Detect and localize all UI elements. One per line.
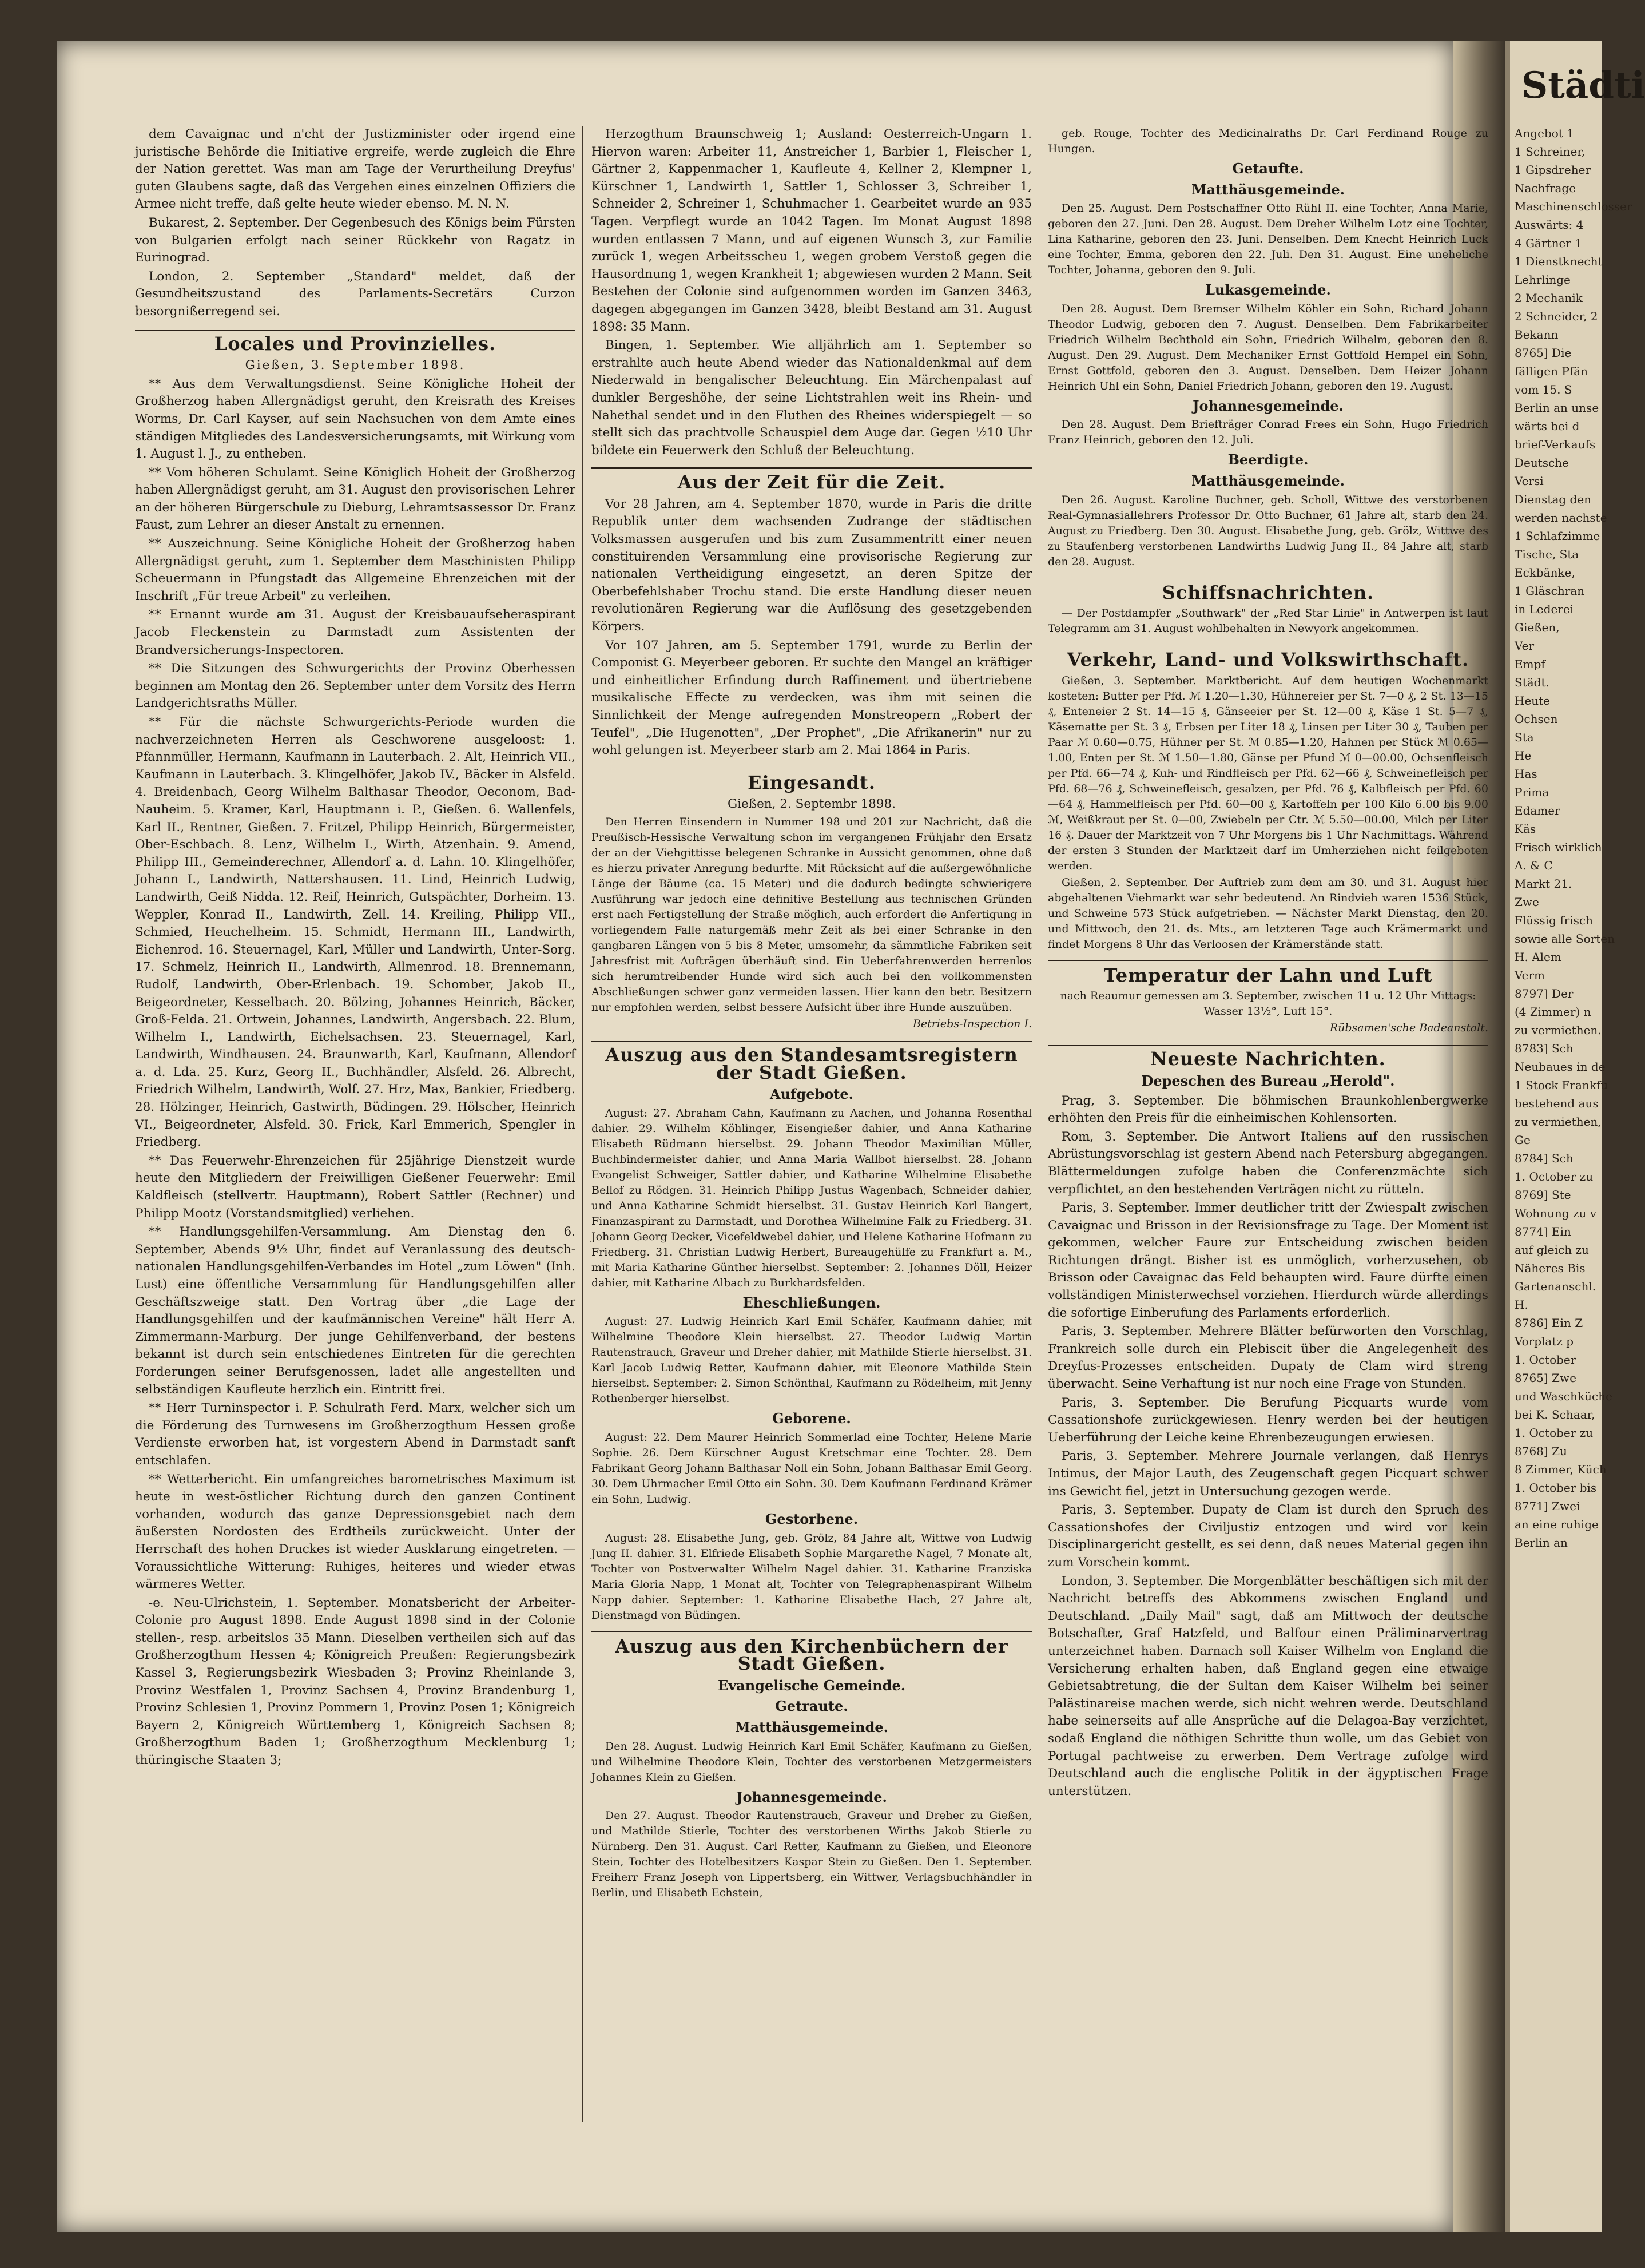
adjacent-page-line: in Lederei xyxy=(1515,602,1574,616)
register-entries: Den 25. August. Dem Postschaffner Otto Rühl II. eine Tochter, Anna Marie, geboren den 27. Juni. Den 28. August. Dem Dreher Wilhelm Lotz eine Tochter, Lina Katharine, geboren den 23. Juni. Denselben. Dem Knecht Heinrich Luck eine Tochter, Emma, geboren den 22. Juli. Den 31. August. Eine uneheliche Tochter, Johanna, geboren den 9. Juli. xyxy=(1048,202,1488,277)
adjacent-page-line: Maschinenschlosser xyxy=(1515,200,1632,213)
news-bukarest: Bukarest, 2. September. Der Gegenbesuch des Königs beim Fürsten von Bulgarien erfolgt nach seiner Rückkehr von Ragatz in Eurinograd. xyxy=(135,215,575,265)
adjacent-page-line: sowie alle Sorten xyxy=(1515,932,1615,946)
adjacent-page-strip xyxy=(1505,41,1645,2232)
adjacent-page-line: bestehend aus xyxy=(1515,1097,1599,1110)
local-news-item: ** Auszeichnung. Seine Königliche Hoheit der Großherzog haben Allergnädigst geruht, zum 1. September dem Maschinisten Philipp Scheuermann in Pfungstadt das Allgemeine Ehrenzeichen mit der Inschrift „Für treue Arbeit" zu verleihen. xyxy=(135,537,575,603)
local-news-item: ** Für die nächste Schwurgerichts-Periode wurden die nachverzeichneten Herren als Geschworene ausgeloost: 1. Pfannmüller, Hermann, Kaufmann in Lauterbach. 2. Alt, Heinrich VII., Kaufmann in Lauterbach. 3. Klingelhöfer, Jakob IV., Bäcker in Alsfeld. 4. Breidenbach, Georg Wilhelm Balthasar Theodor, Oeconom, Bad-Nauheim. 5. Kramer, Karl, Hauptmann i. P., Gießen. 6. Wallenfels, Karl II., Rentner, Gießen. 7. Fritzel, Philipp Heinrich, Bürgermeister, Ober-Eschbach. 8. Lenz, Wilhelm I., Wirth, Atzenhain. 9. Amend, Philipp III., Gemeinderechner, Allendorf a. d. Lahn. 10. Klingelhöfer, Johann I., Landwirth, Nattershausen. 11. Lind, Heinrich Ludwig, Landwirth, Geiß Nidda. 12. Reif, Heinrich, Gutspächter, Dorheim. 13. Weppler, Konrad II., Landwirth, Zell. 14. Kreiling, Philipp VII., Schmied, Heuchelheim. 15. Schmidt, Hermann III., Landwirth, Eichenrod. 16. Steuernagel, Karl, Müller und Landwirth, Unter-Sorg. 17. Schmelz, Heinrich II., Landwirth, Allmenrod. 18. Brennemann, Rudolf, Landwirth, Ober-Erlenbach. 19. Schomber, Jakob II., Beigeordneter, Kesselbach. 20. Bölzing, Johannes Heinrich, Bäcker, Groß-Felda. 21. Ortwein, Johannes, Landwirth, Angersbach. 22. Blum, Wilhelm I., Landwirth, Eichelsachsen. 23. Steuernagel, Karl, Landwirth, Windhausen. 24. Braunwarth, Karl, Kaufmann, Allendorf a. d. Lda. 25. Kurz, Georg II., Buchhändler, Alsfeld. 26. Albrecht, Friedrich Wilhelm, Landwirth, Wolf. 27. Hrz, Max, Bankier, Friedberg. 28. Hölzinger, Heinrich, Gastwirth, Büdingen. 29. Hölscher, Heinrich VI., Beigeordneter, Alsfeld. 30. Frick, Karl Emmerich, Spengler in Friedberg. xyxy=(135,715,575,1150)
adjacent-page-line: Berlin an xyxy=(1515,1536,1568,1550)
adjacent-page-line: H. xyxy=(1515,1298,1528,1312)
adjacent-page-line: Flüssig frisch xyxy=(1515,913,1593,927)
adjacent-page-title: Städti xyxy=(1521,64,1645,107)
adjacent-page-line: 1. October zu xyxy=(1515,1170,1594,1183)
local-news-item: ** Wetterbericht. Ein umfangreiches barometrisches Maximum ist heute in west-östlicher Richtung durch den ganzen Continent vorhanden, wodurch das ganze Depressionsgebiet nach dem äußersten Nordosten des Erdtheils zurückweicht. Unter der Herrschaft des hohen Druckes ist wieder Ausklarung eingetreten. — Voraussichtliche Witterung: Ruhiges, heiteres und wieder etwas wärmeres Wetter. xyxy=(135,1472,575,1592)
subheading: Matthäusgemeinde. xyxy=(735,1718,888,1735)
adjacent-page-line: werden nachste xyxy=(1515,511,1607,525)
letter-text: Den Herren Einsendern in Nummer 198 und 201 zur Nachricht, daß die Preußisch-Hessische Verwaltung schon im vergangenen Frühjahr den Ersatz der an der Viehgittisse belegenen Schranke in Aussicht genommen, ohne daß es hierzu privater Anregung bedurfte. Mit Rücksicht auf die außergewöhnliche Länge der Bäume (ca. 15 Meter) und die dadurch bedingte schwierigere Ausführung war jedoch eine definitive Bestellung aus technischen Gründen erst nach Fertigstellung der Straße möglich, auch erfordert die Anfertigung in vorliegendem Falle naturgemäß mehr Zeit als bei einer Schranke in den gangbaren Längen von 5 bis 8 Meter, umsomehr, da sämmtliche Fabriken seit Jahresfrist mit Aufträgen überhäuft sind. Ein Ueberfahrenwerden herrenlos sich herumtreibender Hunde wird sich auch bei den vollkommensten Abschließungen schwer ganz vermeiden lassen. Hier kann den betr. Besitzern nur empfohlen werden, selbst bessere Aufsicht über ihre Hunde auszuüben. xyxy=(591,815,1032,1014)
dateline: Gießen, 2. Septembr 1898. xyxy=(727,797,896,812)
subheading: Johannesgemeinde. xyxy=(1193,397,1344,414)
adjacent-page-line: 8 Zimmer, Küch xyxy=(1515,1463,1607,1476)
telegram: Paris, 3. September. Immer deutlicher tritt der Zwiespalt zwischen Cavaignac und Brisson in der Revisionsfrage zu Tage. Der Moment ist gekommen, welcher Faure zur Entscheidung zwischen beiden Richtungen drängt. Bisher ist es unmöglich, vorherzusehen, ob Brisson oder Cavaignac das Feld behaupten wird. Faure dürfte einen vollständigen Ministerwechsel vorziehen. Hierdurch würde allerdings die sofortige Einberufung des Parlaments erforderlich. xyxy=(1048,1201,1488,1320)
adjacent-page-line: Eckbänke, xyxy=(1515,566,1575,579)
adjacent-page-line: Bekann xyxy=(1515,328,1559,341)
local-news-item: ** Vom höheren Schulamt. Seine Königlich Hoheit der Großherzog haben Allergnädigst geruht, am 31. August den provisorischen Lehrer an der höheren Bürgerschule zu Dieburg, Lehramtsassessor Dr. Franz Faust, zum Lehrer an dieser Anstalt zu ernennen. xyxy=(135,465,575,533)
register-entries: Den 28. August. Ludwig Heinrich Karl Emil Schäfer, Kaufmann zu Gießen, und Wilhelmine Theodore Klein, Tochter des verstorbenen Metzgermeisters Johannes Klein zu Gießen. xyxy=(591,1739,1032,1784)
subheading: Evangelische Gemeinde. xyxy=(717,1677,906,1694)
news-london: London, 2. September „Standard" meldet, daß der Gesundheitszustand des Parlaments-Secretärs Curzon besorgnißerregend sei. xyxy=(135,269,575,319)
adjacent-page-line: 1 Gipsdreher xyxy=(1515,163,1591,177)
adjacent-page-line: zu vermiethen, xyxy=(1515,1115,1602,1129)
adjacent-page-line: Tische, Sta xyxy=(1515,547,1579,561)
telegram: Prag, 3. September. Die böhmischen Braunkohlenbergwerke erhöhten den Preis für die einheimischen Kohlensorten. xyxy=(1048,1093,1488,1126)
adjacent-page-line: Versi xyxy=(1515,474,1544,488)
subheading: Matthäusgemeinde. xyxy=(1191,472,1345,489)
column-1 xyxy=(135,126,575,1771)
section-heading-neueste: Neueste Nachrichten. xyxy=(1048,1044,1488,1068)
adjacent-page-line: 1. October xyxy=(1515,1353,1576,1367)
adjacent-page-line: 8768] Zu xyxy=(1515,1444,1567,1458)
adjacent-page-line: an eine ruhige xyxy=(1515,1518,1599,1531)
adjacent-page-line: 8786] Ein Z xyxy=(1515,1316,1583,1330)
adjacent-page-line: 2 Schneider, 2 xyxy=(1515,309,1598,323)
adjacent-page-line: Frisch wirklich xyxy=(1515,840,1602,854)
adjacent-page-line: Nachfrage xyxy=(1515,181,1576,195)
subheading: Beerdigte. xyxy=(1227,451,1309,468)
adjacent-page-line: Lehrlinge xyxy=(1515,273,1571,287)
section-heading-standesamt: Auszug aus den Standesamtsregistern der Stadt Gießen. xyxy=(591,1040,1032,1081)
adjacent-page-line: 1 Stock Frankfu xyxy=(1515,1078,1608,1092)
adjacent-page-line: 8765] Die xyxy=(1515,346,1572,360)
adjacent-page-line: 1 Dienstknecht xyxy=(1515,255,1603,268)
register-entries: August: 27. Ludwig Heinrich Karl Emil Schäfer, Kaufmann dahier, mit Wilhelmine Theodore Klein hierselbst. 27. Theodor Ludwig Martin Rautenstrauch, Graveur und Dreher dahier, mit Mathilde Stierle hierselbst. 31. Karl Jacob Ludwig Retter, Kaufmann dahier, mit Eleonore Mathilde Stein hierselbst. September: 2. Simon Schönthal, Kaufmann zu Rödelheim, mit Jenny Rothenberger hierselbst. xyxy=(591,1315,1032,1405)
adjacent-page-line: Vorplatz p xyxy=(1515,1334,1574,1348)
adjacent-page-line: 8769] Ste xyxy=(1515,1188,1571,1202)
adjacent-page-line: 8771] Zwei xyxy=(1515,1499,1580,1513)
register-entries: Den 27. August. Theodor Rautenstrauch, Graveur und Dreher zu Gießen, und Mathilde Stierle, Tochter des verstorbenen Wirths Jakob Stierle zu Nürnberg. Den 31. August. Carl Retter, Kaufmann zu Gießen, und Eleonore Stein, Tochter des Hotelbesitzers Kaspar Stein zu Gießen. Den 1. September. Freiherr Franz Joseph von Lippertsberg, ein Wittwer, Verlagsbuchhändler in Berlin, und Elisabeth Echstein, xyxy=(591,1809,1032,1900)
adjacent-page-line: zu vermiethen. xyxy=(1515,1023,1602,1037)
column-rule xyxy=(582,126,583,2122)
adjacent-page-line: brief-Verkaufs xyxy=(1515,438,1596,451)
adjacent-page-line: 1. October zu xyxy=(1515,1426,1594,1440)
telegram: Paris, 3. September. Mehrere Journale verlangen, daß Henrys Intimus, der Major Lauth, des Zeugenschaft gegen Picquart schwer ins Gewicht fiel, jetzt in Untersuchung gezogen werde. xyxy=(1048,1449,1488,1499)
adjacent-page-line: Deutsche xyxy=(1515,456,1569,470)
adjacent-page-line: 1 Schreiner, xyxy=(1515,145,1586,158)
market-report: Gießen, 3. September. Marktbericht. Auf dem heutigen Wochenmarkt kosteten: Butter per Pfd. ℳ 1.20—1.30, Hühnereier per St. 7—0 ₰, 2 St. 13—15 ₰, Enteneier 2 St. 14—15 ₰, Gänseeier per St. 12—00 ₰, Käse 1 St. 5—7 ₰, Käsematte per St. 3 ₰, Erbsen per Liter 18 ₰, Linsen per Liter 30 ₰, Tauben per Paar ℳ 0.60—0.75, Hühner per St. ℳ 0.85—1.20, Hahnen per Stück ℳ 0.65—1.00, Enten per St. ℳ 1.50—1.80, Gänse per Pfund ℳ 0—00.00, Ochsenfleisch per Pfd. 66—74 ₰, Kuh- und Rindfleisch per Pfd. 62—66 ₰, Schweinefleisch per Pfd. 68—76 ₰, Schweinefleisch, gesalzen, per Pfd. 76 ₰, Kalbfleisch per Pfd. 60—64 ₰, Hammelfleisch per Pfd. 60—00 ₰, Kartoffeln per 100 Kilo 6.00 bis 9.00 ℳ, Weißkraut per St. 0—00, Zwiebeln per Ctr. ℳ 5.50—00.00, Milch per Liter 16 ₰. Dauer der Marktzeit von 7 Uhr Morgens bis 1 Uhr Nachmittags. Während der ersten 3 Stunden der Marktzeit darf im Umherziehen nicht feilgeboten werden. xyxy=(1048,674,1488,872)
local-news-item: ** Die Sitzungen des Schwurgerichts der Provinz Oberhessen beginnen am Montag den 26. September unter dem Vorsitz des Herrn Landgerichtsraths Müller. xyxy=(135,661,575,711)
adjacent-page-line: Dienstag den xyxy=(1515,492,1592,506)
adjacent-page-line: Prima xyxy=(1515,785,1549,799)
section-heading-zeit: Aus der Zeit für die Zeit. xyxy=(591,467,1032,491)
adjacent-page-line: Gartenanschl. xyxy=(1515,1280,1596,1293)
register-entries: Den 26. August. Karoline Buchner, geb. Scholl, Wittwe des verstorbenen Real-Gymnasiallehrers Professor Dr. Otto Buchner, 61 Jahre alt, starb den 24. August zu Friedberg. Den 30. August. Elisabethe Jung, geb. Grölz, Wittwe des zu Staufenberg verstorbenen Landwirths Ludwig Jung II., 84 Jahre alt, starb den 28. August. xyxy=(1048,493,1488,568)
adjacent-page-line: Has xyxy=(1515,767,1537,781)
local-news-item: ** Herr Turninspector i. P. Schulrath Ferd. Marx, welcher sich um die Förderung des Turnwesens im Großherzogthum Hessen große Verdienste erworben hat, ist vorgestern Abend in Darmstadt sanft entschlafen. xyxy=(135,1401,575,1468)
adjacent-page-line: Sta xyxy=(1515,730,1534,744)
subheading: Gestorbene. xyxy=(765,1510,859,1527)
local-news-item: ** Ernannt wurde am 31. August der Kreisbauaufseheraspirant Jacob Fleckenstein zu Darmstadt zum Assistenten der Brandversicherungs-Inspectoren. xyxy=(135,607,575,657)
subheading: Getaufte. xyxy=(1232,160,1304,177)
subheading: Getraute. xyxy=(775,1698,848,1715)
register-entries: Den 28. August. Dem Bremser Wilhelm Köhler ein Sohn, Richard Johann Theodor Ludwig, geboren den 7. August. Denselben. Dem Fabrikarbeiter Friedrich Wilhelm Bechthold ein Sohn, Friedrich Wilhelm, geboren den 8. August. Den 29. August. Dem Mechaniker Ernst Gottfold Hempel ein Sohn, Ernst Gottfold, geboren den 3. August. Denselben. Dem Heizer Johann Heinrich Uhl ein Sohn, Daniel Friedrich Johann, geboren den 19. August. xyxy=(1048,302,1488,392)
adjacent-page-line: Verm xyxy=(1515,968,1545,982)
temperature-report: nach Reaumur gemessen am 3. September, zwischen 11 u. 12 Uhr Mittags: Wasser 13½°, Luft 15°. xyxy=(1060,990,1476,1018)
adjacent-page-line: 2 Mechanik xyxy=(1515,291,1583,305)
adjacent-page-line: Empf xyxy=(1515,657,1545,671)
letter-signature: Betriebs-Inspection I. xyxy=(912,1017,1032,1030)
subheading: Depeschen des Bureau „Herold". xyxy=(1141,1072,1395,1089)
adjacent-page-line: 1 Schlafzimme xyxy=(1515,529,1600,543)
register-entries: August: 22. Dem Maurer Heinrich Sommerlad eine Tochter, Helene Marie Sophie. 26. Dem Kürschner August Kretschmar eine Tochter. 28. Dem Fabrikant Georg Johann Balthasar Noll ein Sohn, Johann Balthasar Emil Georg. 30. Dem Uhrmacher Emil Otto ein Sohn. 30. Dem Kaufmann Ferdinand Krämer ein Sohn, Ludwig. xyxy=(591,1431,1032,1506)
adjacent-page-line: (4 Zimmer) n xyxy=(1515,1005,1591,1019)
adjacent-page-line: Näheres Bis xyxy=(1515,1261,1586,1275)
local-news-item: ** Aus dem Verwaltungsdienst. Seine Königliche Hoheit der Großherzog haben Allergnädigst geruht, den Kreisrath des Kreises Worms, Dr. Carl Kayser, auf sein Nachsuchen von dem Amte eines ständigen Mitgliedes des Landesversicherungsamts, mit Wirkung vom 1. August l. J., zu entheben. xyxy=(135,376,575,462)
adjacent-page-line: wärts bei d xyxy=(1515,419,1580,433)
subheading: Aufgebote. xyxy=(770,1086,853,1103)
register-entries: August: 27. Abraham Cahn, Kaufmann zu Aachen, und Johanna Rosenthal dahier. 29. Wilhelm Köhlinger, Eisengießer dahier, und Anna Katharine Elisabeth Rüdmann hierselbst. 29. Johann Theodor Maximilian Müller, Buchbindermeister dahier, und Anna Maria Wallbot hierselbst. 28. Johann Evangelist Schweiger, Sattler dahier, und Katharine Wilhelmine Elisabethe Bellof zu Rödgen. 31. Heinrich Philipp Justus Wagenbach, Schneider dahier, und Anna Katharine Schmidt hierselbst. 31. Gustav Heinrich Karl Bangert, Finanzaspirant zu Darmstadt, und Dorothea Wilhelmine Falk zu Friedberg. 31. Johann Georg Decker, Vicefeldwebel dahier, und Helene Katharine Hofmann zu Friedberg. 31. Christian Ludwig Herbert, Bureaugehülfe zu Frankfurt a. M., mit Maria Katharine Günther hierselbst. September: 2. Johannes Döll, Heizer dahier, mit Katharine Albach zu Burkhardsfelden. xyxy=(591,1106,1032,1289)
news-item: Herzogthum Braunschweig 1; Ausland: Oesterreich-Ungarn 1. Hiervon waren: Arbeiter 11, Anstreicher 1, Barbier 1, Fleischer 1, Gärtner 2, Kappenmacher 1, Kaufleute 4, Kellner 2, Klempner 1, Kürschner 1, Landwirth 1, Sattler 1, Schlosser 3, Schreiber 1, Schneider 2, Schreiner 1, Schuhmacher 1. Gearbeitet wurde an 935 Tagen. Verpflegt wurde an 1042 Tagen. Im Monat August 1898 wurden entlassen 7 Mann, und auf eigenen Wunsch 3, zur Familie zurück 1, wegen Arbeitsscheu 1, wegen grobem Verstoß gegen die Hausordnung 1, wegen Krankheit 1; abgewiesen wurden 2 Mann. Seit Bestehen der Colonie sind aufgenommen worden im Ganzen 3463, dagegen abgegangen im Ganzen 3428, bleibt Bestand am 31. August 1898: 35 Mann. xyxy=(591,127,1032,334)
register-entries: geb. Rouge, Tochter des Medicinalraths Dr. Carl Ferdinand Rouge zu Hungen. xyxy=(1048,127,1488,155)
adjacent-page-line: Berlin an unse xyxy=(1515,401,1599,415)
register-entries: August: 28. Elisabethe Jung, geb. Grölz, 84 Jahre alt, Wittwe von Ludwig Jung II. dahier. 31. Elfriede Elisabeth Sophie Margarethe Nagel, 7 Monate alt, Tochter von Postverwalter Wilhelm Nagel dahier. 31. Katharine Franziska Maria Gloria Napp, 1 Monat alt, Tochter von Telegraphenaspirant Wilhelm Napp dahier. September: 1. Katharine Elisabethe Hach, 27 Jahre alt, Dienstmagd von Büdingen. xyxy=(591,1531,1032,1622)
adjacent-page-line: Edamer xyxy=(1515,804,1560,817)
adjacent-page-line: Ver xyxy=(1515,639,1535,653)
section-heading-eingesandt: Eingesandt. xyxy=(591,768,1032,792)
column-2 xyxy=(591,126,1032,1902)
adjacent-page-line: Gießen, xyxy=(1515,621,1560,634)
section-heading-locales: Locales und Provinzielles. xyxy=(135,329,575,353)
adjacent-page-line: 8797] Der xyxy=(1515,987,1574,1000)
adjacent-page-line: auf gleich zu xyxy=(1515,1243,1589,1257)
temperature-source: Rübsamen'sche Badeanstalt. xyxy=(1329,1022,1488,1035)
adjacent-page-line: A. & C xyxy=(1515,859,1553,872)
local-news-item: -e. Neu-Ulrichstein, 1. September. Monatsbericht der Arbeiter-Colonie pro August 1898. Ende August 1898 sind in der Colonie stellen-, resp. arbeitslos 35 Mann. Dieselben vertheilen sich auf das Großherzogthum Hessen 4; Königreich Preußen: Regierungsbezirk Kassel 3, Regierungsbezirk Wiesbaden 3; Provinz Rheinlande 3, Provinz Westfalen 1, Provinz Sachsen 4, Provinz Brandenburg 1, Provinz Schlesien 1, Provinz Pommern 1, Provinz Posen 1; Königreich Bayern 2, Königreich Württemberg 1, Königreich Sachsen 8; Großherzogthum Baden 1; Großherzogthum Mecklenburg 1; thüringische Staaten 3; xyxy=(135,1595,575,1768)
news-bingen: Bingen, 1. September. Wie alljährlich am 1. September so erstrahlte auch heute Abend wieder das Nationaldenkmal auf dem Niederwald in bengalischer Beleuchtung. Ein Märchenpalast auf dunkler Bergeshöhe, der seine Lichtstrahlen weit ins Rhein- und Nahethal sendet und in den Fluthen des Rheines widerspiegelt — so stellt sich das prachtvolle Schauspiel dem Auge dar. Gegen ½10 Uhr bildete ein Feuerwerk den Schluß der Beleuchtung. xyxy=(591,338,1032,458)
adjacent-page-line: H. Alem xyxy=(1515,950,1561,964)
adjacent-page-line: 8783] Sch xyxy=(1515,1042,1574,1055)
subheading: Johannesgemeinde. xyxy=(736,1788,887,1805)
section-heading-kirchen: Auszug aus den Kirchenbüchern der Stadt Gießen. xyxy=(591,1631,1032,1673)
telegram: London, 3. September. Die Morgenblätter beschäftigen sich mit der Nachricht betreffs des Abkommens zwischen England und Deutschland. „Daily Mail" sagt, daß am Mittwoch der deutsche Botschafter, Graf Hatzfeld, und Balfour einen Präliminarvertrag unterzeichnet haben. Darnach soll Kaiser Wilhelm von England die Versicherung erhalten haben, daß England gegen eine etwaige Gebietsabtretung, die der Sultan dem Kaiser Wilhelm bei seiner Palästinareise machen werde, sich nicht wehren werde. Deutschland habe seinerseits auf alle Ansprüche auf die Delagoa-Bay verzichtet, sodaß England die nöthigen Schritte thun wolle, um das Gebiet von Portugal pachtweise zu erwerben. Dem Vertrage zufolge wird Deutschland auch die englische Politik in der ägyptischen Frage unterstützen. xyxy=(1048,1574,1488,1798)
adjacent-page-line: Heute xyxy=(1515,694,1551,708)
adjacent-page-line: 4 Gärtner 1 xyxy=(1515,236,1582,250)
adjacent-page-line: Neubaues in de xyxy=(1515,1060,1606,1074)
history-item: Vor 28 Jahren, am 4. September 1870, wurde in Paris die dritte Republik unter dem wachsenden Zudrange der städtischen Volksmassen ausgerufen und bis zum Zusammentritt einer neuen constituirenden Versammlung eine provisorische Regierung zur nationalen Vertheidigung eingesetzt, an deren Spitze der Oberbefehlshaber Trochu stand. Die erste Handlung dieser neuen revolutionären Regierung war die Auflösung des gesetzgebenden Körpers. xyxy=(591,497,1032,634)
adjacent-page-line: 1. October bis xyxy=(1515,1481,1597,1495)
adjacent-page-line: bei K. Schaar, xyxy=(1515,1408,1595,1421)
telegram: Paris, 3. September. Mehrere Blätter befürworten den Vorschlag, Frankreich solle durch ein Plebiscit über die Angelegenheit des Dreyfus-Prozesses entscheiden. Dupaty de Clam wird streng überwacht. Seine Verhaftung ist nur noch eine Frage von Stunden. xyxy=(1048,1324,1488,1392)
section-heading-schiff: Schiffsnachrichten. xyxy=(1048,578,1488,602)
adjacent-page-line: Ochsen xyxy=(1515,712,1558,726)
adjacent-page-line: 8774] Ein xyxy=(1515,1225,1571,1238)
section-heading-verkehr: Verkehr, Land- und Volkswirthschaft. xyxy=(1048,645,1488,669)
subheading: Eheschließungen. xyxy=(742,1294,881,1311)
adjacent-page-line: 8784] Sch xyxy=(1515,1151,1574,1165)
telegram: Paris, 3. September. Dupaty de Clam ist durch den Spruch des Cassationshofes der Civiljustiz entzogen und wird vor kein Disciplinargericht gestellt, es sei denn, daß neues Material gegen ihn zum Vorschein kommt. xyxy=(1048,1503,1488,1570)
history-item: Vor 107 Jahren, am 5. September 1791, wurde zu Berlin der Componist G. Meyerbeer geboren. Er suchte den Mangel an kräftiger und einheitlicher Erfindung durch Raffinement und übertriebene musikalische Effecte zu verdecken, was ihm mit seinen die Sinnlichkeit der Menge aufregenden Monstreopern „Robert der Teufel", „Die Hugenotten", „Der Prophet", „Die Afrikanerin" nur zu wohl gelungen ist. Meyerbeer starb am 2. Mai 1864 in Paris. xyxy=(591,638,1032,758)
adjacent-page-line: Zwe xyxy=(1515,895,1539,909)
section-heading-temperatur: Temperatur der Lahn und Luft xyxy=(1048,960,1488,984)
adjacent-page-line: fälligen Pfän xyxy=(1515,364,1588,378)
market-report: Gießen, 2. September. Der Auftrieb zum dem am 30. und 31. August hier abgehaltenen Viehmarkt war sehr bedeutend. An Rindvieh waren 1536 Stück, und Schweine 573 Stück aufgetrieben. — Nächster Markt Dienstag, den 20. und Mittwoch, den 21. ds. Mts., am letzteren Tage auch Krämermarkt und findet Morgens 8 Uhr das Verloosen der Krämerstände statt. xyxy=(1048,876,1488,951)
shipping-news: — Der Postdampfer „Southwark" der „Red Star Linie" in Antwerpen ist laut Telegramm am 31. August wohlbehalten in Newyork angekommen. xyxy=(1048,607,1488,635)
adjacent-page-line: 1 Gläschran xyxy=(1515,584,1585,598)
subheading: Matthäusgemeinde. xyxy=(1191,181,1345,198)
adjacent-page-line: und Waschküche xyxy=(1515,1389,1612,1403)
article-intro: dem Cavaignac und n'cht der Justizminister oder irgend eine juristische Behörde die Initiative ergreife, werde zugleich die Ehre der Nation gerettet. Was man am Tage der Verurtheilung Dreyfus' guten Glaubens sagte, daß das Vergehen eines einzelnen Offiziers die Armee nicht treffe, daß gelte heute wieder ebenso. M. N. N. xyxy=(135,127,575,212)
adjacent-page-line: Markt 21. xyxy=(1515,877,1572,891)
adjacent-page-line: Auswärts: 4 xyxy=(1515,218,1584,232)
local-news-item: ** Handlungsgehilfen-Versammlung. Am Dienstag den 6. September, Abends 9½ Uhr, findet auf Veranlassung des deutsch-nationalen Handlungsgehilfen-Verbandes im Hotel „zum Löwen" (Inh. Lust) eine öffentliche Versammlung für Handlungsgehilfen aller Geschäftszweige statt. Den Vortrag über „die Lage der Handlungsgehilfen und der kaufmännischen Vereine" hält Herr A. Zimmermann-Marburg. Der junge Gehilfenverband, der bestens bekannt ist durch sein entschiedenes Eintreten für die gerechten Forderungen seiner Berufsgenossen, ladet alle angestellten und selbständigen Kaufleute herzlich ein. Eintritt frei. xyxy=(135,1225,575,1397)
adjacent-page-lines xyxy=(1510,124,1632,1552)
register-entries: Den 28. August. Dem Briefträger Conrad Frees ein Sohn, Hugo Friedrich Franz Heinrich, geboren den 12. Juli. xyxy=(1048,418,1488,447)
adjacent-page-line: vom 15. S xyxy=(1515,383,1572,396)
telegram: Rom, 3. September. Die Antwort Italiens auf den russischen Abrüstungsvorschlag ist gestern Abend nach Petersburg abgegangen. Blättermeldungen zufolge haben die Conferenzmächte sich verpflichtet, an den bestehenden Verträgen nicht zu rütteln. xyxy=(1048,1129,1488,1197)
adjacent-page-line: Wohnung zu v xyxy=(1515,1206,1596,1220)
adjacent-page-line: He xyxy=(1515,749,1532,762)
column-3 xyxy=(1048,126,1488,1801)
adjacent-page-line: Ge xyxy=(1515,1133,1531,1147)
telegram: Paris, 3. September. Die Berufung Picquarts wurde vom Cassationshofe zurückgewiesen. Henry werden bei der heutigen Ueberführung der Leiche keine Ehrenbezeugungen erwiesen. xyxy=(1048,1395,1488,1445)
adjacent-page-line: Städt. xyxy=(1515,676,1549,689)
subheading: Lukasgemeinde. xyxy=(1205,281,1331,299)
subheading: Geborene. xyxy=(772,1410,851,1427)
adjacent-page-line: Angebot 1 xyxy=(1515,126,1574,140)
adjacent-page-line: 8765] Zwe xyxy=(1515,1371,1576,1385)
dateline: Gießen, 3. September 1898. xyxy=(245,358,466,373)
local-news-item: ** Das Feuerwehr-Ehrenzeichen für 25jährige Dienstzeit wurde heute den Mitgliedern der Freiwilligen Gießener Feuerwehr: Emil Kaldfleisch (stellvertr. Hauptmann), Robert Sattler (Rechner) und Philipp Mootz (Vorstandsmitglied) verliehen. xyxy=(135,1153,575,1221)
adjacent-page-line: Käs xyxy=(1515,822,1536,836)
